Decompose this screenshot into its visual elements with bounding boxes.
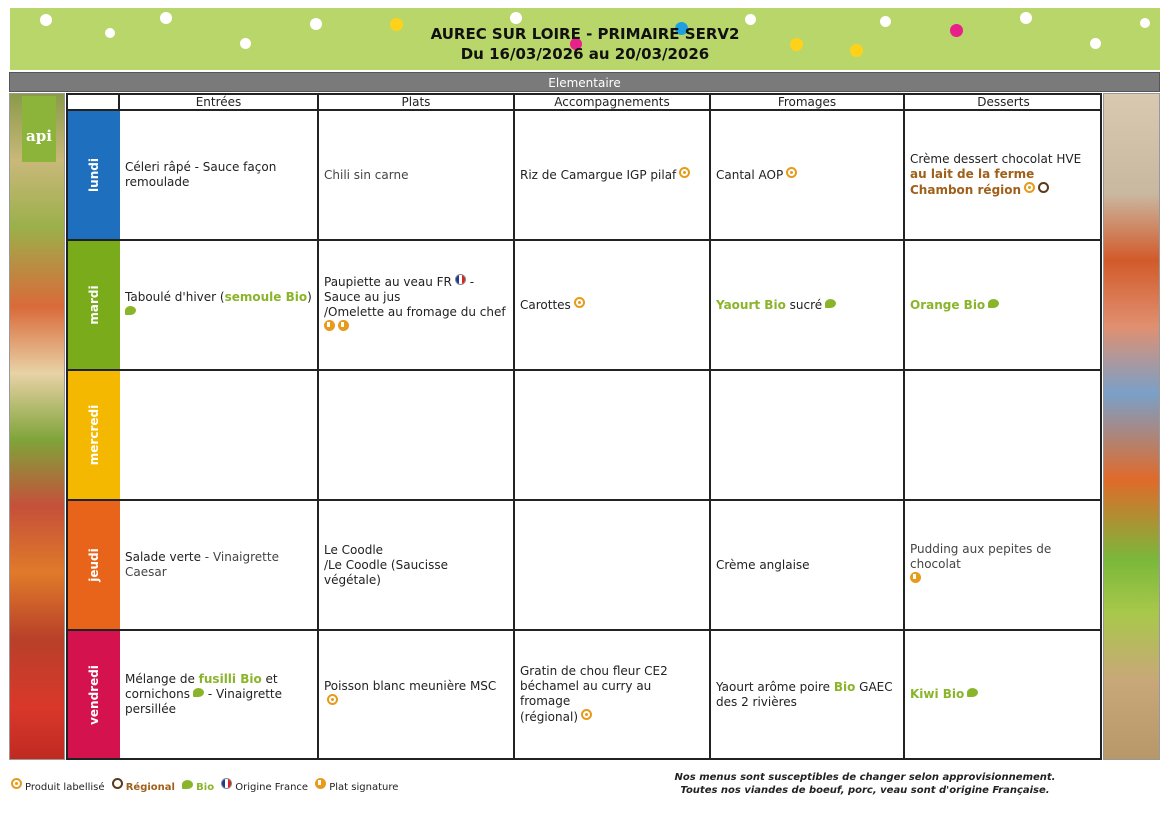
day-mercredi: mercredi — [68, 371, 120, 501]
cell-lundi-dessert: Crème dessert chocolat HVE au lait de la ferme Chambon région — [905, 111, 1102, 241]
cell-mercredi-entree — [120, 371, 319, 501]
label-icon — [327, 694, 338, 705]
date-range: Du 16/03/2026 au 20/03/2026 — [460, 45, 710, 63]
cell-mercredi-fromage — [711, 371, 905, 501]
cell-jeudi-fromage: Crème anglaise — [711, 501, 905, 631]
menu-grid — [66, 93, 1102, 760]
signature-icon — [315, 778, 326, 789]
day-vendredi: vendredi — [68, 631, 120, 758]
col-header-desserts: Desserts — [905, 95, 1102, 111]
corner-cell — [68, 95, 120, 111]
legend-regional: Régional — [112, 782, 175, 793]
france-flag-icon — [455, 274, 466, 285]
label-icon — [11, 778, 22, 789]
label-icon — [581, 709, 592, 720]
note-meat-origin: Toutes nos viandes de boeuf, porc, veau sont d'origine Française. — [680, 785, 1050, 796]
legend — [11, 778, 402, 793]
cell-vendredi-plat: Poisson blanc meunière MSC — [319, 631, 515, 758]
col-header-fromages: Fromages — [711, 95, 905, 111]
api-logo: api — [22, 96, 56, 162]
bio-icon — [193, 688, 204, 697]
cell-lundi-fromage: Cantal AOP — [711, 111, 905, 241]
cell-mardi-entree: Taboulé d'hiver (semoule Bio) — [120, 241, 319, 371]
label-icon — [1024, 182, 1035, 193]
cell-mardi-dessert: Orange Bio — [905, 241, 1102, 371]
bio-icon — [125, 306, 136, 315]
cell-mardi-accomp: Carottes — [515, 241, 711, 371]
col-header-plats: Plats — [319, 95, 515, 111]
cell-mercredi-accomp — [515, 371, 711, 501]
label-icon — [574, 297, 585, 308]
cell-mercredi-dessert — [905, 371, 1102, 501]
cell-vendredi-accomp: Gratin de chou fleur CE2 béchamel au curry au fromage (régional) — [515, 631, 711, 758]
vegetables-photo-left — [9, 93, 65, 760]
bio-icon — [988, 299, 999, 308]
bio-icon — [182, 780, 193, 789]
regional-icon — [1038, 182, 1049, 193]
cell-vendredi-dessert: Kiwi Bio — [905, 631, 1102, 758]
note-supply: Nos menus sont susceptibles de changer selon approvisionnement. — [674, 772, 1056, 783]
regional-icon — [112, 778, 123, 789]
header-banner — [10, 8, 1160, 70]
cell-jeudi-plat: Le Coodle /Le Coodle (Saucisse végétale) — [319, 501, 515, 631]
cell-mardi-fromage: Yaourt Bio sucré — [711, 241, 905, 371]
cell-jeudi-entree: Salade verte - Vinaigrette Caesar — [120, 501, 319, 631]
signature-icon — [910, 572, 921, 583]
school-name: AUREC SUR LOIRE - PRIMAIRE SERV2 — [430, 25, 740, 43]
france-flag-icon — [221, 778, 232, 789]
cell-mercredi-plat — [319, 371, 515, 501]
bio-icon — [825, 299, 836, 308]
label-icon — [786, 167, 797, 178]
legend-label: Produit labellisé — [11, 782, 105, 793]
section-bar: Elementaire — [9, 72, 1160, 92]
day-lundi: lundi — [68, 111, 120, 241]
col-header-entrees: Entrées — [120, 95, 319, 111]
cell-jeudi-accomp — [515, 501, 711, 631]
legend-france: Origine France — [221, 782, 308, 793]
cell-lundi-accomp: Riz de Camargue IGP pilaf — [515, 111, 711, 241]
cell-lundi-plat: Chili sin carne — [319, 111, 515, 241]
day-mardi: mardi — [68, 241, 120, 371]
signature-icon — [338, 320, 349, 331]
legend-bio: Bio — [182, 782, 214, 793]
cell-vendredi-fromage: Yaourt arôme poire Bio GAEC des 2 rivières — [711, 631, 905, 758]
cell-mardi-plat: Paupiette au veau FR - Sauce au jus /Omelette au fromage du chef — [319, 241, 515, 371]
col-header-accompagnements: Accompagnements — [515, 95, 711, 111]
menu-title — [10, 24, 1160, 64]
cell-vendredi-entree: Mélange de fusilli Bio et cornichons - Vinaigrette persillée — [120, 631, 319, 758]
legend-signature: Plat signature — [315, 782, 398, 793]
vegetables-photo-right — [1103, 93, 1160, 760]
cell-lundi-entree: Céleri râpé - Sauce façon remoulade — [120, 111, 319, 241]
day-jeudi: jeudi — [68, 501, 120, 631]
label-icon — [679, 167, 690, 178]
cell-jeudi-dessert: Pudding aux pepites de chocolat — [905, 501, 1102, 631]
bio-icon — [967, 688, 978, 697]
signature-icon — [324, 320, 335, 331]
